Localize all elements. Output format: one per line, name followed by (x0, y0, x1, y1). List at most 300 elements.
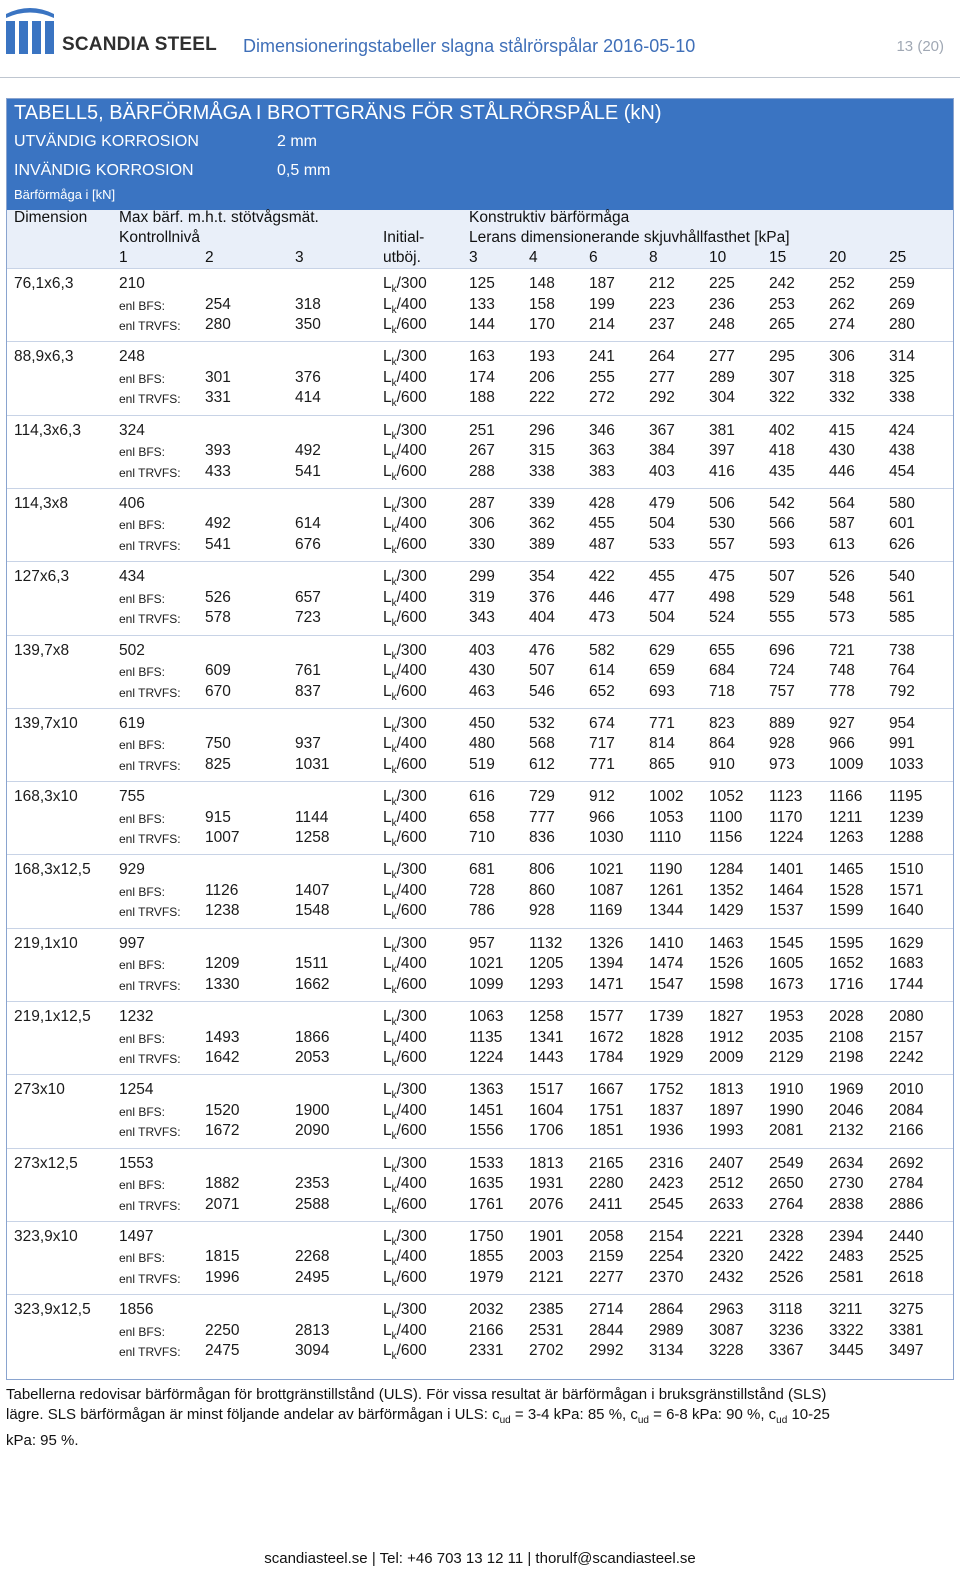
capacity-value: 259 (889, 275, 915, 292)
capacity-value: 548 (829, 588, 855, 606)
col-control-level: Kontrollnivå (119, 229, 200, 246)
dimension-group (7, 635, 953, 710)
outer-corrosion-label: UTVÄNDIG KORROSION (14, 133, 199, 150)
control-level-2-value: 1126 (205, 881, 239, 899)
capacity-value: 506 (709, 494, 735, 512)
bfs-label: enl BFS: (119, 665, 166, 679)
dimension-label: 168,3x12,5 (14, 861, 91, 879)
capacity-value: 1897 (709, 1101, 744, 1119)
capacity-value: 1465 (829, 861, 864, 879)
control-level-1-value: 755 (119, 788, 145, 806)
control-level-1-value: 248 (119, 348, 145, 366)
capacity-value: 2784 (889, 1175, 924, 1193)
dimension-group (7, 708, 953, 783)
initial-deflection-value: $L_k/600$ (383, 389, 427, 410)
initial-deflection-ratio: /300 (396, 861, 427, 879)
col-constructive: Konstruktiv bärförmåga (469, 209, 630, 226)
initial-deflection-ratio: /600 (396, 1195, 427, 1213)
bfs-label: enl BFS: (119, 518, 166, 533)
capacity-value: 299 (469, 568, 495, 586)
control-level-2-value: 393 (205, 442, 231, 460)
capacity-value: 674 (589, 714, 615, 732)
initial-deflection-value: $L_k/400$ (383, 1321, 427, 1342)
capacity-value: 354 (529, 568, 555, 586)
control-level-2-value: 915 (205, 808, 231, 826)
control-level-3-value: 937 (295, 735, 321, 753)
control-level-2-value: 1520 (205, 1101, 240, 1119)
control-level-3-value: 2268 (295, 1248, 330, 1266)
initial-deflection-value: $L_k/300$ (383, 714, 427, 735)
table-row (7, 828, 953, 849)
dimension-label: 323,9x10 (14, 1227, 78, 1245)
control-level-1-value: 502 (119, 641, 145, 659)
capacity-value: 292 (649, 389, 675, 407)
capacity-value: 1156 (709, 829, 743, 847)
dimension-label: 139,7x10 (14, 714, 78, 732)
capacity-value: 593 (769, 535, 795, 553)
initial-deflection-ratio: /400 (396, 1175, 427, 1193)
dimension-group (7, 341, 953, 416)
capacity-value: 1132 (529, 934, 563, 952)
capacity-value: 1258 (529, 1008, 564, 1025)
table-row (7, 954, 953, 975)
table-row (7, 274, 953, 295)
initial-deflection-value: $L_k/400$ (383, 955, 427, 976)
initial-deflection-ratio: /300 (396, 934, 427, 952)
capacity-value: 1577 (589, 1008, 624, 1025)
capacity-value: 771 (589, 755, 615, 773)
capacity-value: 1100 (709, 808, 743, 826)
capacity-value: 1929 (649, 1049, 684, 1066)
trvfs-label: enl TRVFS: (119, 685, 181, 700)
capacity-value: 2992 (589, 1342, 624, 1360)
capacity-value: 757 (769, 682, 795, 700)
dimension-label: 127x6,3 (14, 568, 70, 586)
initial-deflection-value: $L_k/600$ (383, 902, 427, 923)
capacity-value: 582 (589, 641, 615, 659)
capacity-value: 212 (649, 275, 675, 292)
capacity-value: 1443 (529, 1049, 564, 1066)
capacity-value: 262 (829, 295, 855, 313)
capacity-value: 566 (769, 515, 795, 533)
shear-value-header: 3 (469, 249, 478, 266)
capacity-value: 1021 (469, 955, 504, 973)
capacity-value: 188 (469, 389, 495, 407)
capacity-value: 529 (769, 588, 795, 606)
capacity-value: 729 (529, 788, 555, 806)
capacity-value: 2370 (649, 1268, 684, 1286)
trvfs-label: enl TRVFS: (119, 538, 181, 553)
trvfs-label: enl TRVFS: (119, 832, 181, 847)
capacity-value: 2129 (769, 1049, 804, 1066)
capacity-value: 1910 (769, 1081, 804, 1099)
capacity-value: 524 (709, 609, 735, 627)
control-level-3-value: 541 (295, 462, 321, 480)
capacity-value: 1293 (529, 975, 564, 993)
table-row (7, 1195, 953, 1216)
capacity-value: 1110 (649, 829, 682, 847)
capacity-value: 860 (529, 881, 555, 899)
capacity-value: 2058 (589, 1227, 624, 1245)
initial-deflection-value: $L_k/300$ (383, 275, 427, 296)
capacity-value: 1744 (889, 975, 924, 993)
capacity-value: 2702 (529, 1342, 564, 1360)
control-level-3-value: 723 (295, 609, 321, 627)
control-level-2-value: 254 (205, 295, 231, 313)
capacity-value: 954 (889, 714, 915, 732)
capacity-value: 504 (649, 515, 675, 533)
unit-label: Bärförmåga i [kN] (14, 187, 116, 202)
table-row (7, 661, 953, 682)
capacity-value: 1855 (469, 1248, 504, 1266)
capacity-value: 532 (529, 714, 555, 732)
table-row (7, 1121, 953, 1142)
dimension-group (7, 1294, 953, 1369)
capacity-value: 480 (469, 735, 495, 753)
capacity-value: 1352 (709, 881, 744, 899)
capacity-value: 710 (469, 829, 495, 847)
control-level-3-value: 492 (295, 442, 321, 460)
capacity-value: 927 (829, 714, 855, 732)
capacity-value: 889 (769, 714, 795, 732)
capacity-value: 1813 (529, 1154, 564, 1172)
capacity-value: 778 (829, 682, 855, 700)
capacity-value: 363 (589, 442, 615, 460)
capacity-value: 2411 (589, 1195, 623, 1213)
control-level-2-value: 670 (205, 682, 231, 700)
capacity-value: 684 (709, 662, 735, 679)
initial-deflection-ratio: /300 (396, 494, 427, 512)
capacity-value: 2328 (769, 1227, 804, 1245)
initial-deflection-value: $L_k/300$ (383, 494, 427, 515)
inner-corrosion-value: 0,5 mm (277, 162, 331, 179)
dimension-group (7, 415, 953, 490)
shear-value-header: 6 (589, 249, 598, 266)
capacity-value: 612 (529, 755, 555, 773)
control-level-2-value: 2250 (205, 1321, 240, 1339)
capacity-value: 1030 (589, 829, 624, 847)
capacity-value: 2277 (589, 1268, 624, 1286)
initial-deflection-value: $L_k/400$ (383, 1028, 427, 1049)
initial-deflection-ratio: /300 (396, 568, 427, 586)
table-row (7, 1247, 953, 1268)
bfs-label: enl BFS: (119, 811, 166, 826)
capacity-value: 1510 (889, 861, 924, 879)
capacity-value: 2009 (709, 1049, 744, 1066)
table-row (7, 1341, 953, 1362)
control-level-1: 1 (119, 249, 128, 266)
capacity-value: 1211 (829, 808, 863, 826)
table-title-block (7, 99, 953, 210)
capacity-value: 2483 (829, 1248, 864, 1266)
capacity-value: 806 (529, 861, 555, 879)
table-row (7, 808, 953, 829)
capacity-value: 2730 (829, 1175, 864, 1193)
capacity-value: 236 (709, 295, 735, 313)
capacity-value: 404 (529, 609, 555, 627)
capacity-value: 418 (769, 442, 795, 460)
dimension-group (7, 781, 953, 856)
capacity-value: 376 (529, 588, 555, 606)
trvfs-label: enl TRVFS: (119, 465, 181, 480)
capacity-value: 1979 (469, 1268, 504, 1286)
capacity-value: 1451 (469, 1101, 504, 1119)
capacity-value: 269 (889, 295, 915, 313)
capacity-value: 3211 (829, 1301, 863, 1319)
capacity-value: 267 (469, 442, 495, 460)
capacity-value: 2003 (529, 1248, 564, 1266)
capacity-value: 2633 (709, 1195, 744, 1213)
capacity-value: 1595 (829, 934, 864, 952)
footnote-sub-3: ud (776, 1415, 788, 1426)
initial-deflection-ratio: /400 (396, 1028, 427, 1046)
initial-deflection-ratio: /400 (396, 735, 427, 753)
capacity-value: 1706 (529, 1122, 564, 1140)
initial-deflection-ratio: /400 (396, 1321, 427, 1339)
capacity-value: 158 (529, 295, 555, 313)
capacity-value: 338 (529, 462, 555, 480)
control-level-3-value: 761 (295, 662, 321, 679)
initial-deflection-ratio: /300 (396, 1081, 427, 1099)
dimension-group (7, 928, 953, 1003)
trvfs-label: enl TRVFS: (119, 612, 181, 627)
initial-deflection-ratio: /400 (396, 295, 427, 313)
capacity-value: 3087 (709, 1321, 744, 1339)
capacity-value: 864 (709, 735, 735, 753)
initial-deflection-value: $L_k/600$ (383, 1342, 427, 1363)
capacity-value: 338 (889, 389, 915, 407)
capacity-value: 476 (529, 641, 555, 659)
control-level-2-value: 1996 (205, 1268, 240, 1286)
table-row (7, 1154, 953, 1175)
control-level-3-value: 1031 (295, 755, 330, 773)
capacity-value: 381 (709, 421, 735, 439)
initial-deflection-ratio: /300 (396, 421, 427, 439)
table-row (7, 734, 953, 755)
capacity-value: 991 (889, 735, 915, 753)
capacity-value: 836 (529, 829, 555, 847)
initial-deflection-ratio: /400 (396, 1248, 427, 1266)
header-divider (0, 77, 960, 78)
initial-deflection-ratio: /400 (396, 808, 427, 826)
page-number: 13 (20) (896, 38, 944, 55)
initial-deflection-ratio: /600 (396, 316, 427, 333)
capacity-value: 973 (769, 755, 795, 773)
capacity-value: 1326 (589, 934, 624, 952)
initial-deflection-value: $L_k/400$ (383, 881, 427, 902)
capacity-value: 540 (889, 568, 915, 586)
control-level-2-value: 1330 (205, 975, 240, 993)
col-max-capacity: Max bärf. m.h.t. stötvågsmät. (119, 209, 319, 226)
bfs-label: enl BFS: (119, 591, 166, 606)
initial-deflection-value: $L_k/600$ (383, 462, 427, 483)
capacity-value: 2423 (649, 1175, 684, 1193)
capacity-value: 1263 (829, 829, 864, 847)
bfs-label: enl BFS: (119, 884, 166, 899)
capacity-value: 1009 (829, 755, 864, 773)
initial-deflection-ratio: /400 (396, 662, 427, 679)
table-row (7, 1080, 953, 1101)
capacity-value: 455 (589, 515, 615, 533)
capacity-value: 2650 (769, 1175, 804, 1193)
table-row (7, 1227, 953, 1248)
capacity-value: 585 (889, 609, 915, 627)
footnote-line-2c: = 6-8 kPa: 90 %, c (649, 1406, 777, 1423)
trvfs-label: enl TRVFS: (119, 1271, 181, 1286)
capacity-value: 384 (649, 442, 675, 460)
outer-corrosion-value: 2 mm (277, 133, 317, 150)
capacity-value: 2035 (769, 1028, 804, 1046)
capacity-value: 2166 (469, 1321, 504, 1339)
control-level-3-value: 2813 (295, 1321, 330, 1339)
brand-name: SCANDIA STEEL (62, 34, 217, 55)
capacity-value: 280 (889, 316, 915, 333)
control-level-2-value: 541 (205, 535, 231, 553)
capacity-value: 823 (709, 714, 735, 732)
table-row (7, 787, 953, 808)
initial-deflection-value: $L_k/300$ (383, 1154, 427, 1175)
capacity-value: 346 (589, 421, 615, 439)
capacity-value: 629 (649, 641, 675, 659)
initial-deflection-value: $L_k/400$ (383, 808, 427, 829)
capacity-value: 1344 (649, 902, 684, 920)
capacity-value: 487 (589, 535, 615, 553)
capacity-value: 454 (889, 462, 915, 480)
capacity-value: 498 (709, 588, 735, 606)
capacity-value: 2864 (649, 1301, 684, 1319)
control-level-1-value: 997 (119, 934, 145, 952)
initial-deflection-value: $L_k/300$ (383, 1008, 427, 1029)
table-row (7, 567, 953, 588)
capacity-value: 416 (709, 462, 735, 480)
capacity-value: 1205 (529, 955, 564, 973)
capacity-value: 1604 (529, 1101, 564, 1119)
initial-deflection-ratio: /400 (396, 442, 427, 460)
capacity-value: 1170 (769, 808, 803, 826)
capacity-value: 306 (829, 348, 855, 366)
capacity-value: 748 (829, 662, 855, 679)
capacity-value: 928 (529, 902, 555, 920)
capacity-value: 2844 (589, 1321, 624, 1339)
capacity-value: 3275 (889, 1301, 924, 1319)
dimension-label: 219,1x10 (14, 934, 78, 952)
initial-deflection-ratio: /300 (396, 1301, 427, 1319)
bfs-label: enl BFS: (119, 1178, 166, 1193)
bfs-label: enl BFS: (119, 1031, 166, 1046)
shear-value-header: 4 (529, 249, 538, 266)
capacity-value: 1640 (889, 902, 924, 920)
capacity-value: 1750 (469, 1227, 504, 1245)
capacity-value: 616 (469, 788, 495, 806)
control-level-3-value: 2090 (295, 1122, 330, 1140)
capacity-value: 1652 (829, 955, 864, 973)
capacity-value: 1901 (529, 1227, 564, 1245)
capacity-value: 2032 (469, 1301, 504, 1319)
capacity-value: 296 (529, 421, 555, 439)
dimension-label: 168,3x10 (14, 788, 78, 806)
initial-deflection-value: $L_k/600$ (383, 316, 427, 337)
capacity-value: 652 (589, 682, 615, 700)
capacity-value: 587 (829, 515, 855, 533)
dimension-group (7, 1001, 953, 1076)
capacity-value: 277 (649, 368, 675, 386)
capacity-value: 125 (469, 275, 495, 292)
initial-deflection-ratio: /600 (396, 755, 427, 773)
capacity-value: 2440 (889, 1227, 924, 1245)
capacity-value: 1033 (889, 755, 924, 773)
capacity-value: 1629 (889, 934, 924, 952)
capacity-value: 1931 (529, 1175, 564, 1193)
initial-deflection-ratio: /400 (396, 955, 427, 973)
control-level-3-value: 1866 (295, 1028, 330, 1046)
initial-deflection-value: $L_k/300$ (383, 1081, 427, 1102)
capacity-value: 2581 (829, 1268, 864, 1286)
capacity-value: 2028 (829, 1008, 864, 1025)
table-row (7, 514, 953, 535)
capacity-value: 2320 (709, 1248, 744, 1266)
initial-deflection-ratio: /300 (396, 1227, 427, 1245)
capacity-value: 504 (649, 609, 675, 627)
capacity-value: 206 (529, 368, 555, 386)
dimension-group (7, 854, 953, 929)
table-row (7, 462, 953, 483)
initial-deflection-value: $L_k/600$ (383, 1049, 427, 1070)
capacity-value: 580 (889, 494, 915, 512)
table-row (7, 368, 953, 389)
capacity-value: 383 (589, 462, 615, 480)
bfs-label: enl BFS: (119, 445, 166, 460)
control-level-3-value: 1900 (295, 1101, 330, 1119)
capacity-value: 3322 (829, 1321, 864, 1339)
capacity-value: 2394 (829, 1227, 864, 1245)
dimension-group (7, 488, 953, 563)
table-row (7, 901, 953, 922)
capacity-value: 1224 (469, 1049, 504, 1066)
capacity-value: 717 (589, 735, 615, 753)
capacity-value: 696 (769, 641, 795, 659)
capacity-value: 430 (469, 662, 495, 679)
capacity-value: 1224 (769, 829, 804, 847)
capacity-value: 626 (889, 535, 915, 553)
capacity-value: 771 (649, 714, 675, 732)
control-level-3-value: 2353 (295, 1175, 330, 1193)
control-level-1-value: 324 (119, 421, 145, 439)
initial-deflection-ratio: /600 (396, 535, 427, 553)
initial-deflection-value: $L_k/400$ (383, 1248, 427, 1269)
initial-deflection-ratio: /300 (396, 1008, 427, 1025)
table-row (7, 535, 953, 556)
control-level-2: 2 (205, 249, 214, 266)
control-level-2-value: 1209 (205, 955, 240, 973)
control-level-1-value: 1497 (119, 1227, 154, 1245)
capacity-value: 477 (649, 588, 675, 606)
table-row (7, 315, 953, 336)
initial-deflection-value: $L_k/600$ (383, 1122, 427, 1143)
initial-deflection-ratio: /600 (396, 1268, 427, 1286)
capacity-value: 1673 (769, 975, 804, 993)
capacity-value: 241 (589, 348, 615, 366)
capacity-value: 738 (889, 641, 915, 659)
bfs-label: enl BFS: (119, 298, 166, 313)
capacity-value: 2242 (889, 1049, 924, 1066)
control-level-2-value: 526 (205, 588, 231, 606)
initial-deflection-value: $L_k/600$ (383, 975, 427, 996)
capacity-value: 3445 (829, 1342, 864, 1360)
initial-deflection-value: $L_k/400$ (383, 1175, 427, 1196)
capacity-value: 718 (709, 682, 735, 700)
table-row (7, 1007, 953, 1028)
capacity-value: 1284 (709, 861, 744, 879)
